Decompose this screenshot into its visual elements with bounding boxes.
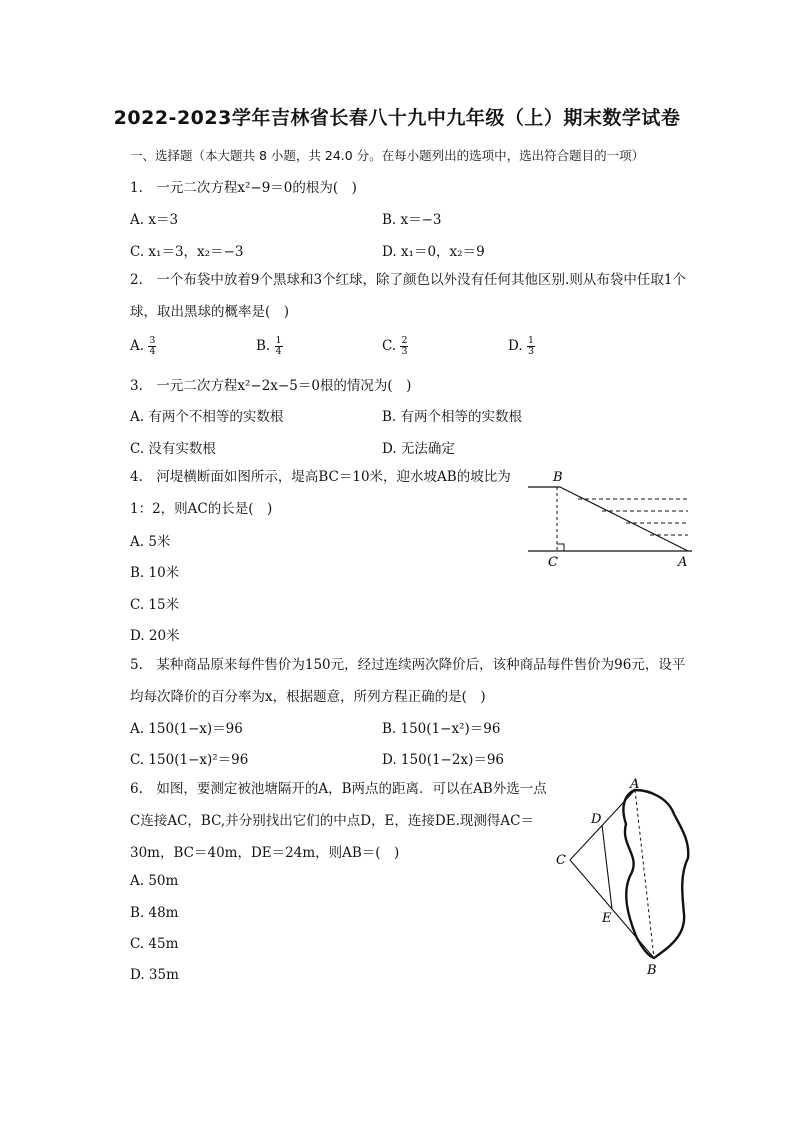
q5-option-a[interactable]: A. 150(1−x)＝96 — [130, 721, 243, 737]
q4-option-d[interactable]: D. 20米 — [130, 628, 180, 644]
q2-option-d-letter: D. — [508, 338, 523, 354]
question-5-stem: 5. 某种商品原来每件售价为150元，经过连续两次降价后，该种商品每件售价为96元，设平均每次降价的百分率为x，根据题意，所列方程正确的是( ) — [130, 657, 686, 705]
slope-line-ab — [560, 487, 688, 551]
page-title: 2022-2023学年吉林省长春八十九中九年级（上）期末数学试卷 — [113, 107, 681, 129]
q2-option-d-fraction — [527, 336, 535, 357]
q2-option-a-letter: A. — [130, 338, 145, 354]
embankment-figure — [520, 465, 700, 575]
q2-option-a-fraction — [148, 336, 156, 357]
q6-option-a[interactable]: A. 50m — [130, 873, 179, 889]
q5-option-c[interactable]: C. 150(1−x)²＝96 — [130, 752, 249, 768]
q4-option-c[interactable]: C. 15米 — [130, 597, 180, 613]
q1-option-a[interactable]: A. x＝3 — [130, 212, 179, 228]
q3-option-c[interactable]: C. 没有实数根 — [130, 441, 216, 457]
q2-option-c-den: 3 — [401, 346, 408, 357]
q3-option-a[interactable]: A. 有两个不相等的实数根 — [130, 409, 284, 425]
label-c: C — [548, 555, 558, 570]
label-b: B — [647, 963, 657, 978]
q1-option-b[interactable]: B. x＝−3 — [382, 212, 442, 228]
q2-option-b-fraction — [275, 336, 283, 357]
q2-option-a[interactable] — [130, 336, 156, 357]
q2-option-b-den: 4 — [275, 346, 282, 357]
label-a: A — [678, 555, 688, 570]
question-4-stem: 4. 河堤横断面如图所示，堤高BC＝10米，迎水坡AB的坡比为1：2，则AC的长是( ) — [130, 469, 511, 517]
segment-de — [602, 825, 612, 909]
label-e: E — [602, 911, 612, 926]
q5-option-d[interactable]: D. 150(1−2x)＝96 — [382, 752, 505, 768]
q2-option-b-letter: B. — [256, 338, 271, 354]
q2-option-c-fraction — [400, 336, 408, 357]
q2-option-c-num: 2 — [401, 335, 408, 346]
q1-option-d[interactable]: D. x₁＝0，x₂＝9 — [382, 244, 485, 260]
q3-option-d[interactable]: D. 无法确定 — [382, 441, 455, 457]
section-heading: 一、选择题（本大题共 8 小题，共 24.0 分。在每小题列出的选项中，选出符合题目的一项） — [130, 148, 645, 163]
q4-option-b[interactable]: B. 10米 — [130, 565, 180, 581]
question-6-stem: 6. 如图，要测定被池塘隔开的A，B两点的距离．可以在AB外选一点C连接AC，BC,并分别找出它们的中点D，E，连接DE.现测得AC＝30m，BC＝40m，DE＝24m，则AB＝( ) — [130, 781, 547, 861]
pond-outline — [623, 790, 688, 958]
label-d: D — [591, 812, 602, 827]
q4-option-a[interactable]: A. 5米 — [130, 534, 171, 550]
label-a: A — [630, 777, 640, 792]
label-c: C — [556, 853, 566, 868]
q2-option-b[interactable] — [256, 336, 283, 357]
q6-option-b[interactable]: B. 48m — [130, 905, 179, 921]
q2-option-c[interactable] — [382, 336, 408, 357]
q6-option-d[interactable]: D. 35m — [130, 967, 179, 983]
q3-option-b[interactable]: B. 有两个相等的实数根 — [382, 409, 523, 425]
q2-option-c-letter: C. — [382, 338, 397, 354]
segment-ab-dashed — [635, 790, 654, 958]
q1-option-c[interactable]: C. x₁＝3，x₂＝−3 — [130, 244, 244, 260]
q2-option-a-num: 3 — [149, 335, 156, 346]
q2-option-b-num: 1 — [275, 335, 282, 346]
question-1-stem: 1. 一元二次方程x²−9＝0的根为( ) — [130, 180, 357, 196]
label-b: B — [553, 470, 563, 485]
q2-option-d-den: 3 — [527, 346, 534, 357]
q5-option-b[interactable]: B. 150(1−x²)＝96 — [382, 721, 501, 737]
pond-figure — [550, 776, 700, 981]
q2-option-d-num: 1 — [527, 335, 534, 346]
question-2-stem: 2. 一个布袋中放着9个黑球和3个红球，除了颜色以外没有任何其他区别.则从布袋中任取1个球，取出黑球的概率是( ) — [130, 272, 686, 320]
q2-option-a-den: 4 — [149, 346, 156, 357]
q6-option-c[interactable]: C. 45m — [130, 936, 179, 952]
question-3-stem: 3. 一元二次方程x²−2x−5＝0根的情况为( ) — [130, 378, 412, 394]
right-angle-mark — [557, 544, 564, 551]
q2-option-d[interactable] — [508, 336, 535, 357]
